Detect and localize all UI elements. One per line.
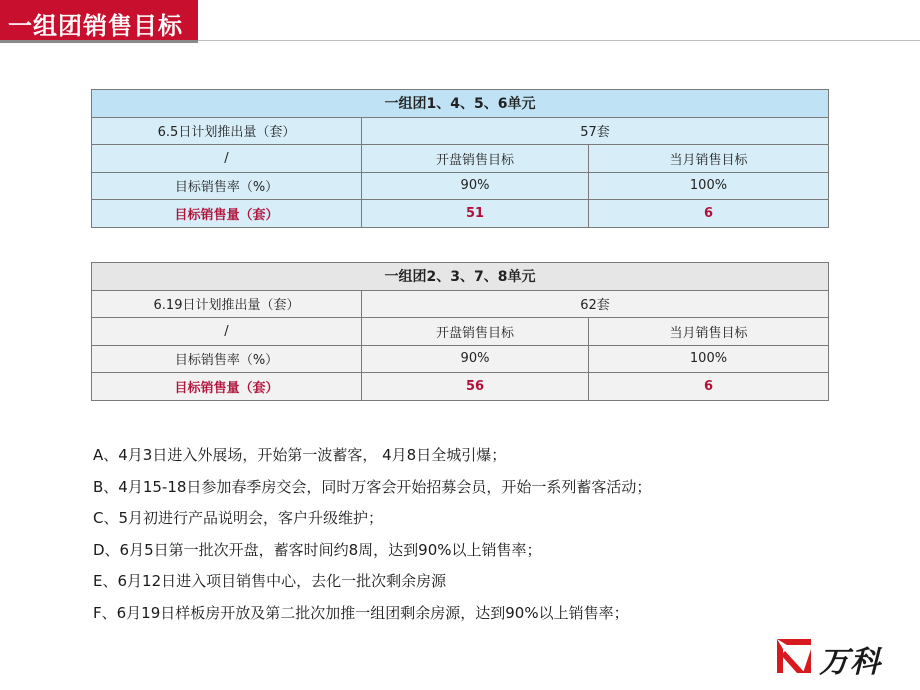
title-divider (198, 40, 920, 41)
table2-col-slash: / (92, 318, 362, 346)
table1-col-slash: / (92, 145, 362, 173)
table2-rate-label: 目标销售率（%） (92, 345, 362, 373)
table2-supply-value: 62套 (362, 290, 829, 318)
table1-qty-open: 51 (362, 200, 589, 228)
table2-title: 一组团2、3、7、8单元 (92, 263, 829, 291)
table2-qty-month: 6 (589, 373, 829, 401)
table2-qty-label: 目标销售量（套） (92, 373, 362, 401)
logo-text: 万科 (819, 645, 881, 680)
table1-rate-label: 目标销售率（%） (92, 172, 362, 200)
table2-supply-label: 6.19日计划推出量（套） (92, 290, 362, 318)
title-bar (0, 0, 198, 43)
note-item: D、6月5日第一批次开盘，蓄客时间约8周，达到90%以上销售率； (93, 540, 542, 559)
note-item: E、6月12日进入项目销售中心，去化一批次剩余房源 (93, 572, 447, 590)
table2-qty-open: 56 (362, 373, 589, 401)
sales-target-table-2 (91, 262, 829, 401)
table1-qty-month: 6 (589, 200, 829, 228)
table1-supply-value: 57套 (362, 117, 829, 145)
table1-qty-label: 目标销售量（套） (92, 200, 362, 228)
schedule-notes (93, 440, 893, 629)
note-item: F、6月19日样板房开放及第二批次加推一组团剩余房源，达到90%以上销售率； (93, 603, 629, 622)
table2-col-month: 当月销售目标 (589, 318, 829, 346)
sales-target-table-1 (91, 89, 829, 228)
note-item: C、5月初进行产品说明会，客户升级维护； (93, 509, 384, 527)
note-item: B、4月15-18日参加春季房交会，同时万客会开始招募会员，开始一系列蓄客活动； (93, 477, 652, 496)
vanke-logo (775, 633, 905, 679)
table1-title: 一组团1、4、5、6单元 (92, 90, 829, 118)
vanke-logo-icon (775, 637, 813, 675)
page-title: 一组团销售目标 (8, 12, 183, 40)
table1-rate-month: 100% (589, 172, 829, 200)
table1-supply-label: 6.5日计划推出量（套） (92, 117, 362, 145)
table1-col-month: 当月销售目标 (589, 145, 829, 173)
note-item: A、4月3日进入外展场，开始第一波蓄客， 4月8日全城引爆； (93, 446, 507, 464)
table2-col-open: 开盘销售目标 (362, 318, 589, 346)
table2-rate-open: 90% (362, 345, 589, 373)
table1-rate-open: 90% (362, 172, 589, 200)
table1-col-open: 开盘销售目标 (362, 145, 589, 173)
table2-rate-month: 100% (589, 345, 829, 373)
